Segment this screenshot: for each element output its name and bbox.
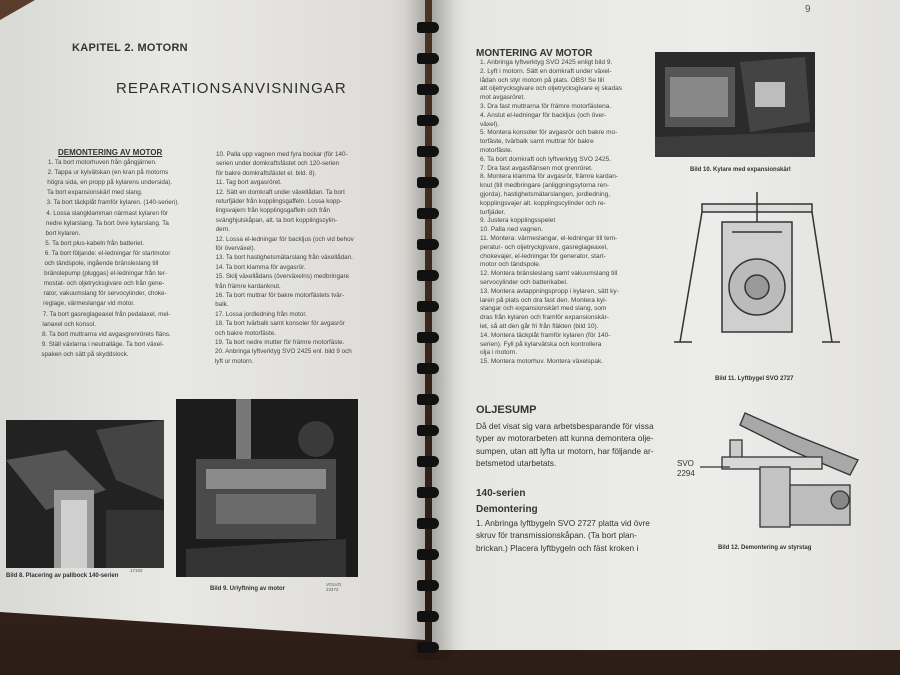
- text-line: 7. Ta bort gasreglageaxel från pedalaxel, mel-: [42, 310, 171, 318]
- figure-10-photo: [655, 52, 815, 157]
- text-line: och bakre motorfäste.: [215, 329, 276, 337]
- binding-coil: [417, 270, 439, 281]
- text-line: mostat- och oljetrycksgivare och från gene-: [43, 280, 165, 288]
- text-line: lingsvajern från kopplingsgaffeln och från: [215, 207, 331, 215]
- text-line: 13. Montera avtappningspropp i kylaren, sätt ky-: [480, 287, 619, 295]
- binding-coil: [417, 611, 439, 622]
- text-line: 15. Montera motorhuv. Montera växelspak.: [480, 358, 604, 366]
- text-line: Då det visat sig vara arbetsbesparande för vissa: [476, 421, 654, 431]
- text-line: Ta bort expansionskärl med slang.: [46, 189, 143, 197]
- binding-coil: [417, 53, 439, 64]
- text-line: 3. Ta bort täckplåt framför kylaren. (140-serien).: [46, 199, 180, 207]
- text-line: 12. Montera bränsleslang samt vakuumslang till: [480, 270, 618, 278]
- text-line: bränslepump (pluggas) el-ledningar från ter-: [44, 270, 167, 278]
- binding-coil: [417, 394, 439, 405]
- text-line: bort kylaren.: [45, 229, 81, 237]
- figure-11-drawing: [672, 192, 842, 364]
- text-line: dern.: [215, 226, 230, 234]
- text-line: knut (till medbringare (anliggningsytorna ren-: [480, 182, 609, 190]
- text-line: 12. Sätt en domkraft under växellådan. Ta bort: [215, 188, 345, 196]
- text-line: slangar och expansionskärl med slang, som: [480, 305, 607, 313]
- text-line: 1. Anbringa lyftbygeln SVO 2727 platta vid övre: [476, 518, 650, 528]
- figure-9-code: VOLVO 23472: [326, 582, 342, 592]
- text-line: mot avgasröret.: [480, 94, 526, 102]
- text-line: serien). Fyll på kylarvätska och kontrollera: [480, 340, 602, 348]
- text-line: 7. Dra fast avgasflänsen mot grenröret.: [480, 164, 593, 172]
- binding-coil: [417, 146, 439, 157]
- binding-coil: [417, 487, 439, 498]
- binding-coil: [417, 22, 439, 33]
- figure-12-drawing: [700, 405, 870, 540]
- text-line: balk.: [215, 301, 229, 309]
- text-line: 1. Anbringa lyftverktyg SVO 2425 enligt bild 9.: [480, 59, 613, 66]
- demontering-heading: Demontering: [476, 504, 538, 515]
- figure-9-caption: Bild 9. Urlyftning av motor: [210, 586, 286, 592]
- text-line: 11. Montera: värmeslangar, el-ledningar till tem-: [480, 235, 618, 242]
- text-line: servocylinder och batterikabel.: [480, 279, 568, 286]
- text-line: 13. Ta bort hastighetsmätarslang från växellådan.: [215, 254, 353, 262]
- text-line: 4. Anslut el-ledningar för backljus (och över-: [480, 111, 607, 119]
- text-line: 6. Ta bort domkraft och lyftverktyg SVO 2425.: [480, 155, 612, 163]
- text-line: torfäste, tvärbalk samt muttrar för bakre: [480, 138, 594, 146]
- text-line: lanaxel och konsol.: [42, 320, 96, 328]
- text-line: nedre kylarslang. Ta bort övre kylarslang. Ta: [45, 219, 169, 227]
- text-line: 8. Ta bort muttrarna vid avgasgrenrörets fläns.: [42, 330, 171, 338]
- binding-coil: [417, 549, 439, 560]
- binding-coil: [417, 363, 439, 374]
- text-line: peratur- och oljetryckgivare, gasreglageaxel,: [480, 243, 608, 251]
- text-line: 17. Lossa jordledning från motor.: [215, 310, 307, 318]
- binding-coil: [417, 208, 439, 219]
- section-heading-montering: MONTERING AV MOTOR: [476, 48, 593, 59]
- text-line: olja i motorn.: [480, 349, 518, 357]
- text-line: motor och tändspole.: [480, 261, 541, 269]
- text-line: turfjäder.: [480, 208, 506, 216]
- binding-coil: [417, 425, 439, 436]
- text-line: växel).: [480, 120, 500, 128]
- text-line: gjorda), hastighetsmätarslangen, jordledning,: [480, 191, 611, 198]
- text-line: let, så att den går fri från fläkten (bild 10).: [480, 323, 599, 330]
- binding-coil: [417, 642, 439, 653]
- text-line: kopplingsvajer alt. kopplingscylinder och re-: [480, 199, 606, 207]
- binding-coil: [417, 239, 439, 250]
- oljesump-heading: OLJESUMP: [476, 404, 537, 416]
- binding-coil: [417, 456, 439, 467]
- text-line: brickan.) Placera lyftbygeln och fäst kroken i: [476, 542, 639, 553]
- figure-12-label-number: 2294: [677, 469, 695, 478]
- text-line: returfjäder från kopplingsgaffeln. Lossa kopp-: [215, 198, 342, 205]
- text-line: för överväxel).: [215, 245, 256, 252]
- spine-shadow: [405, 0, 455, 660]
- text-line: 9. Justera kopplingsspelet: [480, 217, 556, 225]
- text-line: lyft ur motorn.: [214, 357, 254, 365]
- text-line: 6. Ta bort följande: el-ledningar för startmotor: [44, 249, 171, 257]
- text-line: laren på plats och dra fast den. Montera kyl-: [480, 296, 607, 304]
- text-line: högra sida, en propp på kylarens undersida).: [47, 179, 173, 187]
- text-line: dras från kylaren och framför expansionskär-: [480, 314, 609, 322]
- text-line: motorfäste.: [480, 147, 513, 154]
- binding-coil: [417, 301, 439, 312]
- text-line: 4. Lossa slangklamman närmast kylaren för: [46, 209, 169, 217]
- text-line: 14. Montera täckplåt framför kylaren (för 140-: [480, 331, 611, 339]
- text-line: svänghjulskåpan, alt. ta bort kopplingscylin-: [215, 216, 338, 224]
- text-line: 14. Ta bort klamma för avgasrör.: [215, 263, 306, 271]
- figure-8-caption: Bild 8. Placering av pallbock 140-serien: [6, 573, 119, 579]
- text-line: för bakre domkraftsfästet el. bild. 8).: [215, 169, 317, 177]
- text-line: 10. Palla upp vagnen med fyra bockar (för 140-: [216, 151, 348, 158]
- binding-coil: [417, 177, 439, 188]
- text-line: 20. Anbringa lyftverktyg SVO 2425 enl. bild 9 och: [214, 348, 352, 356]
- figure-11-caption: Bild 11. Lyftbygel SVO 2727: [715, 376, 794, 382]
- figure-8-photo: [6, 420, 164, 568]
- figure-9-photo: [176, 399, 358, 577]
- text-line: lådan och styr motorn på plats. OBS! Se till: [480, 76, 604, 84]
- figure-8-code: 17102: [130, 568, 143, 573]
- text-line: 9. Ställ växlarna i neutralläge. Ta bort växel-: [41, 340, 164, 348]
- text-line: 3. Dra fast muttrarna för främre motorfästena.: [480, 103, 612, 110]
- text-line: 18. Ta bort tvärbalk samt konsoler för avgasrör: [215, 320, 345, 328]
- series-heading: 140-serien: [476, 488, 526, 499]
- binding-coil: [417, 332, 439, 343]
- text-line: 19. Ta bort nedre mutter för främre motorfäste.: [215, 339, 345, 346]
- text-line: 1. Ta bort motorhuven från gångjärnen.: [48, 159, 157, 166]
- text-line: reglage, värmeslangar vid motor.: [43, 300, 135, 308]
- text-line: 16. Ta bort muttrar för bakre motorfästets tvär-: [215, 292, 344, 299]
- text-line: serien under domkraftsfästet och 120-serien: [215, 160, 340, 168]
- figure-10-caption: Bild 10. Kylare med expansionskärl: [690, 167, 791, 173]
- binding-coil: [417, 518, 439, 529]
- chapter-heading: KAPITEL 2. MOTORN: [72, 42, 188, 54]
- figure-12-label-svo: SVO: [677, 459, 694, 468]
- text-line: chokevajer, el-ledningar för generator, start-: [480, 252, 606, 260]
- text-line: 15. Skilj växellådans (överväxelns) medbringare: [215, 273, 350, 281]
- text-line: 2. Lyft i motorn. Sätt en domkraft under växel-: [480, 67, 612, 75]
- figure-12-caption: Bild 12. Demontering av styrstag: [718, 545, 812, 551]
- text-line: 11. Tag bort avgasröret.: [215, 179, 282, 187]
- binding-coil: [417, 84, 439, 95]
- binding-coil: [417, 580, 439, 591]
- text-line: rator, vakuumslang för servocylinder, choke-: [43, 290, 167, 298]
- text-line: från främre kardanknut.: [215, 282, 281, 290]
- page-title: REPARATIONSANVISNINGAR: [116, 80, 347, 97]
- text-line: 5. Montera konsoler för avgasrör och bakre mo-: [480, 129, 618, 137]
- text-line: spaken och sätt på skyddslock.: [41, 350, 129, 358]
- text-line: sumpen, utan att lyfta ur motorn, har följande ar-: [476, 445, 654, 456]
- text-line: 5. Ta bort plus-kabeln från batteriet.: [45, 239, 145, 247]
- text-line: typer av motorarbeten att kunna demontera olje-: [476, 433, 654, 444]
- text-line: 2. Tappa ur kylvätskan (en kran på motorns: [47, 169, 169, 177]
- text-line: betsmetod utarbetats.: [476, 458, 557, 469]
- text-line: skruv för transmissionskåpan. (Ta bort plan-: [476, 530, 637, 541]
- page-number: 9: [805, 4, 811, 15]
- binding-coil: [417, 115, 439, 126]
- text-line: att oljetrycksgivare och oljetrycksgivare ej skadas: [480, 85, 622, 93]
- text-line: 12. Lossa el-ledningar för backljus (och vid behov: [215, 235, 354, 243]
- text-line: 8. Montera klamma för avgasrör, främre kardan-: [480, 173, 618, 181]
- text-line: 10. Palla ned vagnen.: [480, 226, 543, 234]
- text-line: och tändspole, ingående bränsleslang till: [44, 260, 159, 267]
- section-heading-demontering: DEMONTERING AV MOTOR: [58, 148, 163, 157]
